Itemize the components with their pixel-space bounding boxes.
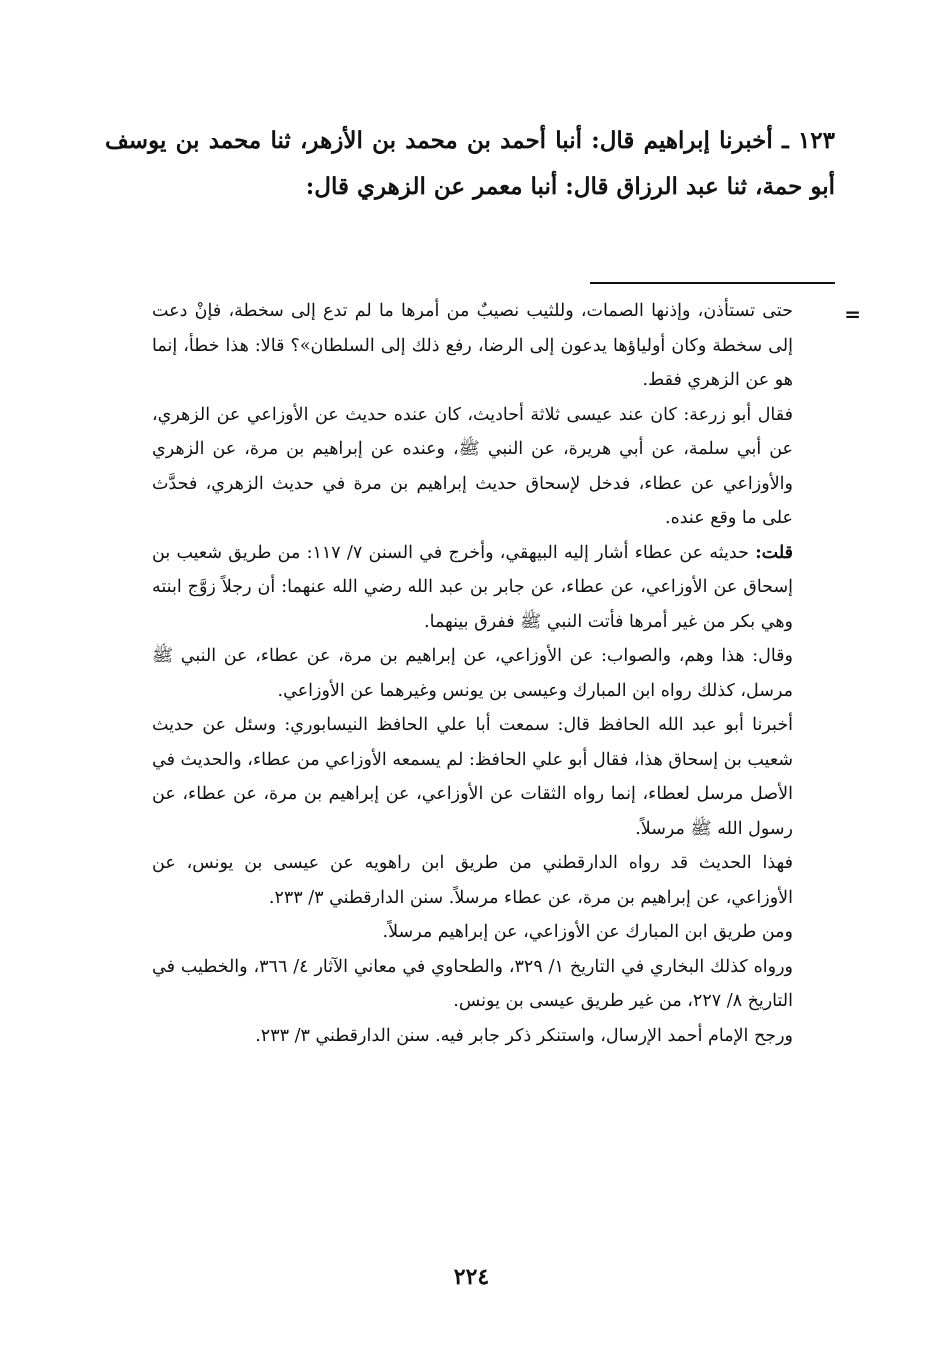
footnote-paragraph-5: أخبرنا أبو عبد الله الحافظ قال: سمعت أبا علي الحافظ النيسابوري: وسئل عن حديث شعيب بن إسحاق هذا، فقال أبو علي الحافظ: لم يسمعه الأوزاعي من عطاء، والحديث في الأصل مرسل لعطاء، إنما رواه الثقات عن الأوزاعي، عن إبراهيم بن مرة، عن عطاء، عن رسول الله ﷺ مرسلاً. xyxy=(152,715,793,839)
hadith-chain-text: ـ أخبرنا إبراهيم قال: أنبا أحمد بن محمد بن الأزهر، ثنا محمد بن يوسف أبو حمة، ثنا عبد الرزاق قال: أنبا معمر عن الزهري قال: xyxy=(105,127,835,200)
footnote-divider xyxy=(590,282,835,284)
hadith-number: ١٢٣ xyxy=(797,127,835,154)
footnote-paragraph-3 xyxy=(152,536,793,640)
footnotes xyxy=(152,294,793,1053)
footnote-paragraph-7: ومن طريق ابن المبارك عن الأوزاعي، عن إبراهيم مرسلاً. xyxy=(382,922,793,942)
footnote-lead-word: قلت: xyxy=(755,542,793,563)
footnote-paragraph-8: ورواه كذلك البخاري في التاريخ ١/ ٣٢٩، والطحاوي في معاني الآثار ٤/ ٣٦٦، والخطيب في التاريخ ٨/ ٢٢٧، من غير طريق عيسى بن يونس. xyxy=(152,956,793,1011)
footnote-paragraph-3-text: حديثه عن عطاء أشار إليه البيهقي، وأخرج في السنن ٧/ ١١٧: من طريق شعيب بن إسحاق عن الأوزاعي، عن عطاء، عن جابر بن عبد الله رضي الله عنهما: أن رجلاً زوَّج ابنته وهي بكر من غير أمرها فأتت النبي ﷺ ففرق بينهما. xyxy=(152,542,793,632)
page-number: ٢٢٤ xyxy=(453,1264,490,1290)
footnote-paragraph-1: حتى تستأذن، وإذنها الصمات، وللثيب نصيبٌ من أمرها ما لم تدع إلى سخطة، فإنْ دعت إلى سخطة وكان أولياؤها يدعون إلى الرضا، رفع ذلك إلى السلطان»؟ قالا: هذا خطأ، إنما هو عن الزهري فقط. xyxy=(152,301,793,390)
footnote-paragraph-9: ورجح الإمام أحمد الإرسال، واستنكر ذكر جابر فيه. سنن الدارقطني ٣/ ٢٣٣. xyxy=(255,1025,793,1046)
footnote-continuation-mark: = xyxy=(844,302,861,326)
hadith-main-text xyxy=(105,118,835,210)
footnote-paragraph-2: فقال أبو زرعة: كان عند عيسى ثلاثة أحاديث، كان عنده حديث عن الأوزاعي عن الزهري، عن أبي سلمة، عن أبي هريرة، عن النبي ﷺ، وعنده عن إبراهيم بن مرة، عن الزهري والأوزاعي عن عطاء، فدخل لإسحاق حديث إبراهيم بن مرة في حديث الزهري، فحدَّث على ما وقع عنده. xyxy=(152,404,793,528)
footnote-paragraph-4: وقال: هذا وهم، والصواب: عن الأوزاعي، عن إبراهيم بن مرة، عن عطاء، عن النبي ﷺ مرسل، كذلك رواه ابن المبارك وعيسى بن يونس وغيرهما عن الأوزاعي. xyxy=(152,646,793,701)
footnote-paragraph-6: فهذا الحديث قد رواه الدارقطني من طريق ابن راهويه عن عيسى بن يونس، عن الأوزاعي، عن إبراهيم بن مرة، عن عطاء مرسلاً. سنن الدارقطني ٣/ ٢٣٣. xyxy=(152,853,793,908)
